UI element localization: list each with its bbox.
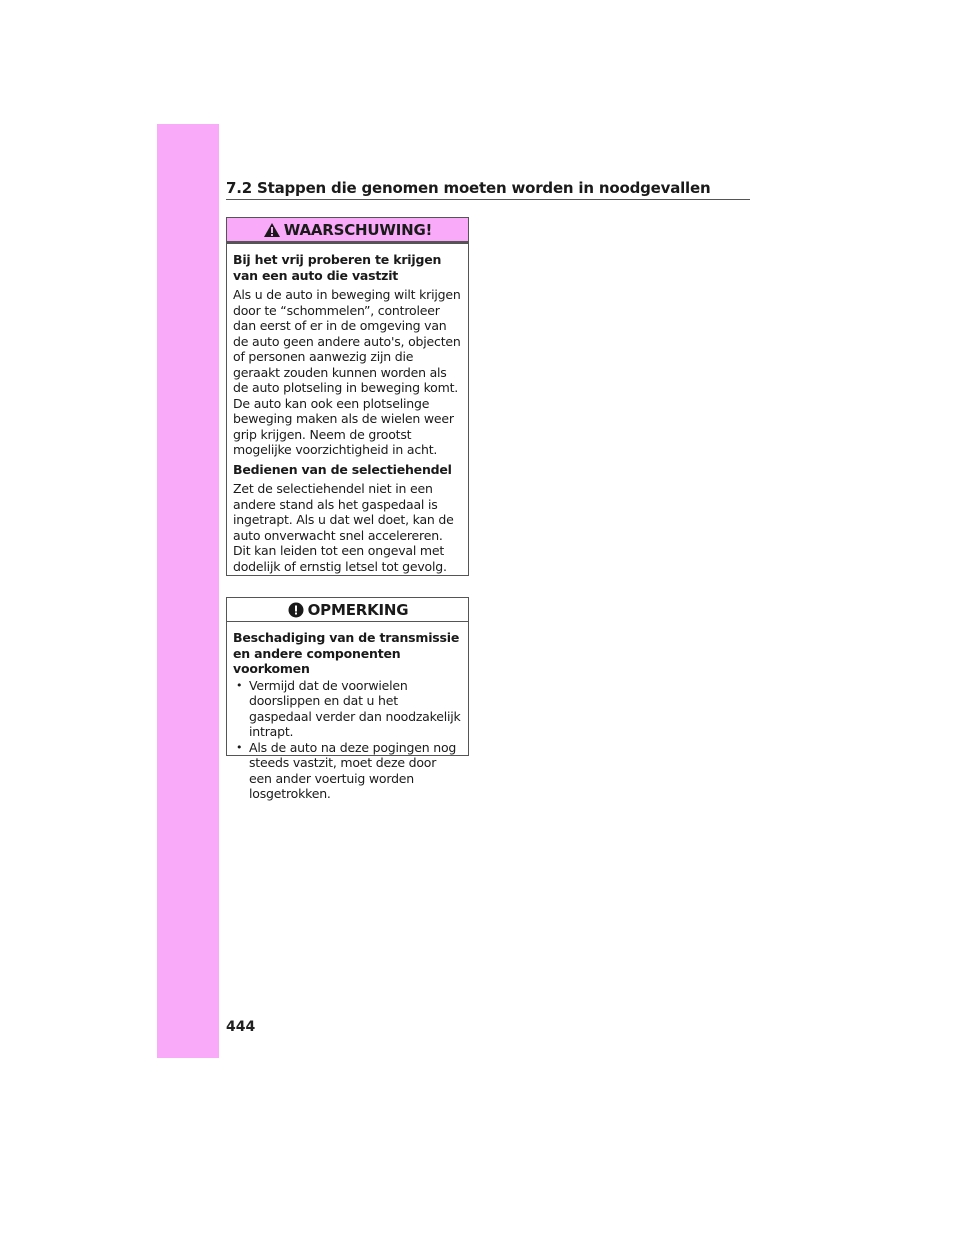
notice-circle-icon (287, 602, 305, 618)
list-item: • Vermijd dat de voorwielen doorslippen en dat u het gaspedaal verder dan noodzakelijk intrapt. (233, 678, 461, 740)
warning-box (226, 217, 469, 576)
list-item: • Als de auto na deze pogingen nog steeds vastzit, moet deze door een ander voertuig worden losgetrokken. (233, 740, 461, 802)
notice-title: OPMERKING (307, 600, 409, 619)
notice-body (227, 622, 468, 802)
warning-heading-2: Bedienen van de selectiehendel (233, 461, 452, 477)
warning-title: WAARSCHUWING! (283, 220, 433, 239)
warning-heading-1: Bij het vrij proberen te krijgen van een auto die vastzit (233, 252, 442, 283)
warning-text-1: Als u de auto in beweging wilt krijgen door te “schommelen”, controleer dan eerst of er in de omgeving van de auto geen andere auto's, objecten of personen aanwezig zijn die geraakt zouden kunnen worden als de auto plotseling in beweging komt. De auto kan ook een plotselinge beweging maken als de wielen weer grip krijgen. Neem de grootst mogelijke voorzichtigheid in acht. (233, 287, 461, 457)
notice-header (227, 598, 468, 622)
warning-text-2: Zet de selectiehendel niet in een andere stand als het gaspedaal is ingetrapt. Als u dat wel doet, kan de auto onverwacht snel accelereren. Dit kan leiden tot een ongeval met dodelijk of ernstig letsel tot gevolg. (233, 481, 454, 574)
notice-heading: Beschadiging van de transmissie en andere componenten voorkomen (233, 630, 460, 676)
header-rule (226, 199, 750, 200)
page-number: 444 (226, 1019, 256, 1035)
warning-triangle-icon (263, 222, 281, 238)
notice-list (233, 678, 461, 802)
warning-body (227, 244, 468, 574)
section-header: 7.2 Stappen die genomen moeten worden in noodgevallen (226, 179, 711, 197)
warning-header (227, 218, 468, 244)
chapter-side-tab (157, 124, 219, 1058)
notice-box (226, 597, 469, 801)
